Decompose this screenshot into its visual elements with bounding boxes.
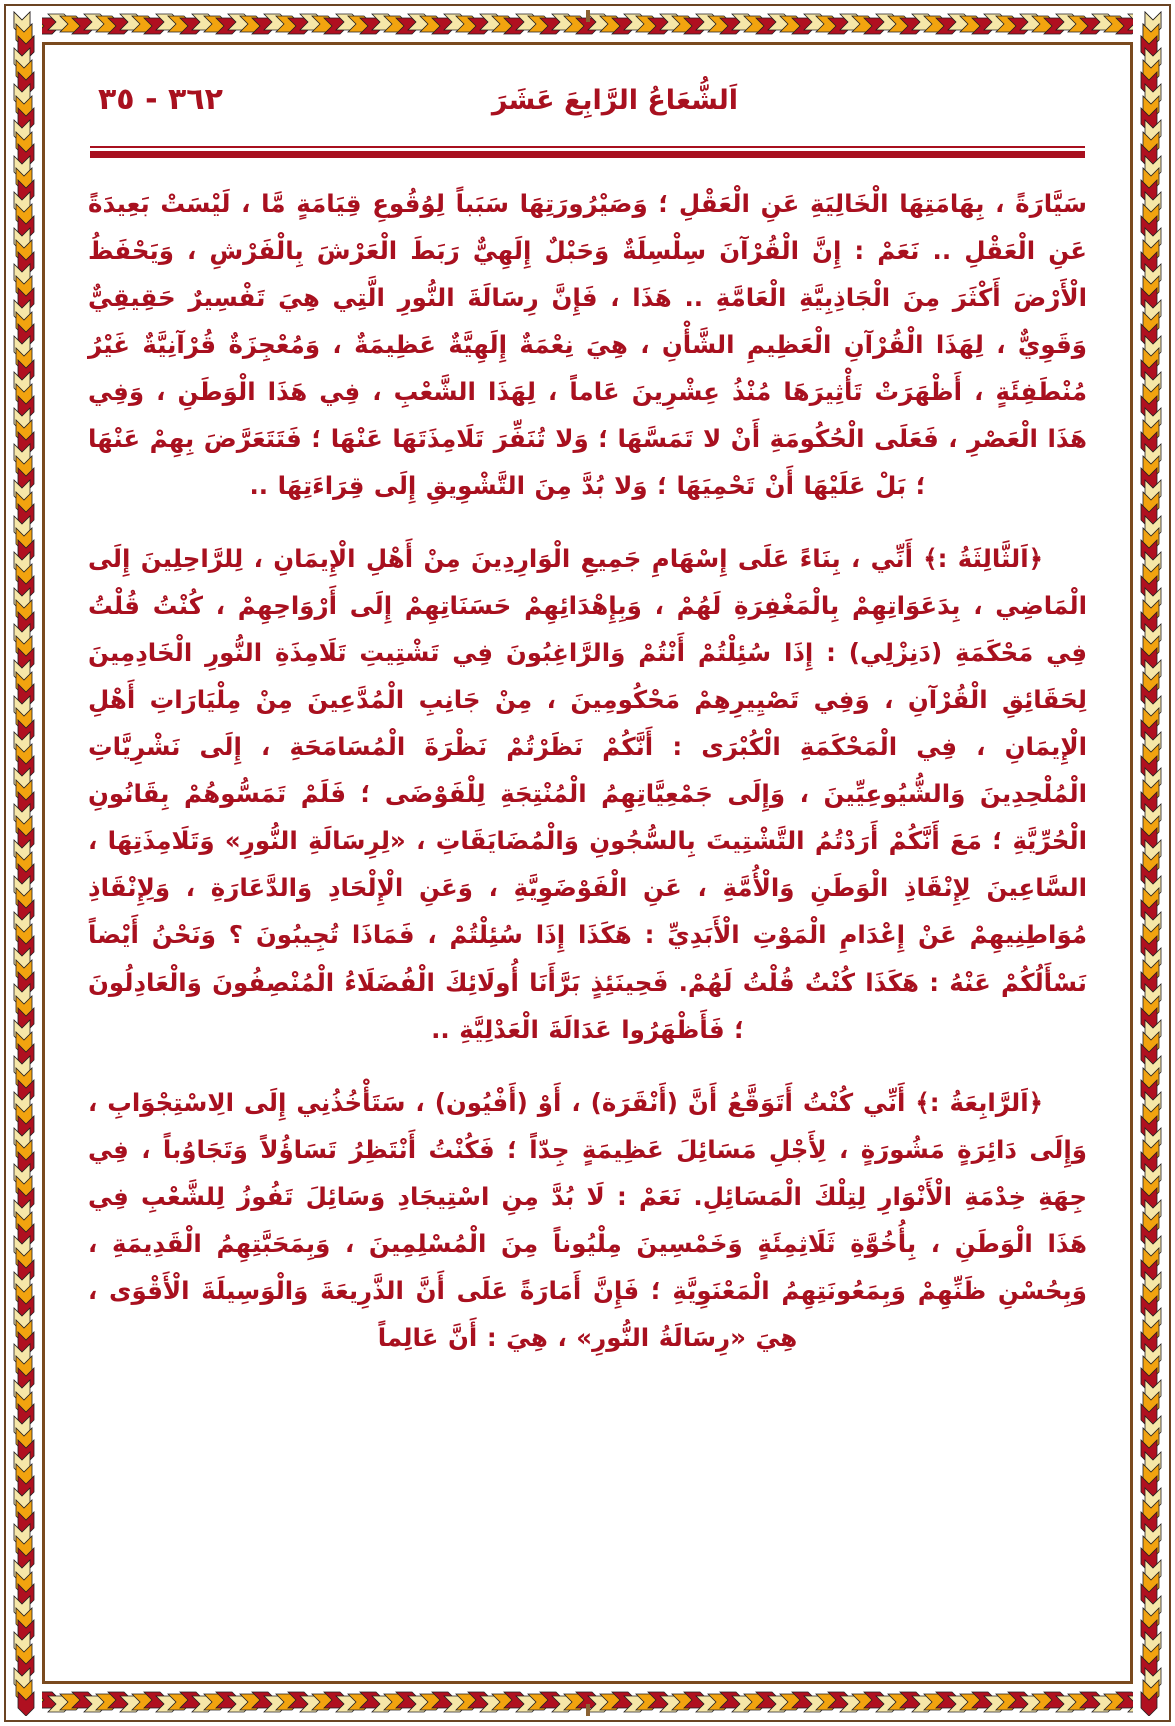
- body-text: [88, 180, 1087, 1361]
- binding-tick-bottom: [586, 1704, 590, 1716]
- header-divider: [90, 146, 1085, 158]
- page-title: اَلشُّعَاعُ الرَّابِعَ عَشَرَ: [491, 85, 739, 116]
- page-number: ٣٦٢ - ٣٥: [98, 82, 223, 117]
- page-content: [56, 56, 1119, 1670]
- braid-pattern-left-icon: [10, 10, 42, 1716]
- paragraph-thalitha: ﴿اَلثَّالِثَةُ :﴾ أَنِّي ، بِنَاءً عَلَى إِسْهَامِ جَمِيعِ الْوَارِدِينَ مِنْ أَهْلِ الْإِيمَانِ ، لِلرَّاحِلِينَ إِلَى الْمَاضِي ، بِدَعَوَاتِهِمْ بِالْمَغْفِرَةِ لَهُمْ ، وَبِإِهْدَائِهِمْ حَسَنَاتِهِمْ إِلَى أَرْوَاحِهِمْ ، كُنْتُ قُلْتُ فِي مَحْكَمَةِ (دَنِزْلِي) : إِذَا سُئِلْتُمْ أَنْتُمْ وَالرَّاغِبُونَ فِي تَشْتِيتِ تَلَامِذَةِ النُّورِ الْخَادِمِينَ لِحَقَائِقِ الْقُرْآنِ ، وَفِي تَصْيِيرِهِمْ مَحْكُومِينَ ، مِنْ جَانِبِ الْمُدَّعِينَ مِنْ مِلْيَارَاتِ أَهْلِ الْإِيمَانِ ، فِي الْمَحْكَمَةِ الْكُبْرَى : أَنَّكُمْ نَظَرْتُمْ نَظْرَةَ الْمُسَامَحَةِ ، إِلَى نَشْرِيَّاتِ الْمُلْحِدِينَ وَالشُّيُوعِيِّينَ ، وَإِلَى جَمْعِيَّاتِهِمُ الْمُنْتِجَةِ لِلْفَوْضَى ؛ فَلَمْ تَمَسُّوهُمْ بِقَانُونِ الْحُرِّيَّةِ ؛ مَعَ أَنَّكُمْ أَرَدْتُمُ التَّشْتِيتَ بِالسُّجُونِ وَالْمُضَايَقَاتِ ، «لِرِسَالَةِ النُّورِ» وَتَلَامِذَتِهَا ، السَّاعِينَ لِإِنْقَاذِ الْوَطَنِ وَالْأُمَّةِ ، عَنِ الْفَوْضَوِيَّةِ ، وَعَنِ الْإِلْحَادِ وَالدَّعَارَةِ ، وَلِإِنْقَاذِ مُوَاطِنِيهِمْ عَنْ إِعْدَامِ الْمَوْتِ الْأَبَدِيِّ : هَكَذَا إِذَا سُئِلْتُمْ ، فَمَاذَا تُجِيبُونَ ؟ وَنَحْنُ أَيْضاً نَسْأَلُكُمْ عَنْهُ : هَكَذَا كُنْتُ قُلْتُ لَهُمْ. فَحِينَئِذٍ بَرَّأَنَا أُولَائِكَ الْفُضَلَاءُ الْمُنْصِفُونَ وَالْعَادِلُونَ ؛ فَأَظْهَرُوا عَدَالَةَ الْعَدْلِيَّةِ ..: [88, 544, 1087, 1044]
- paragraph-continuation: سَيَّارَةً ، بِهَامَتِهَا الْخَالِيَةِ عَنِ الْعَقْلِ ؛ وَصَيْرُورَتِهَا سَبَباً لِوُقُوعِ قِيَامَةٍ مَّا ، لَيْسَتْ بَعِيدَةً عَنِ الْعَقْلِ .. نَعَمْ : إِنَّ الْقُرْآنَ سِلْسِلَةٌ وَحَبْلٌ إِلَهِيٌّ رَبَطَ الْعَرْشَ بِالْفَرْشِ ، وَيَحْفَظُ الْأَرْضَ أَكْثَرَ مِنَ الْجَاذِبِيَّةِ الْعَامَّةِ .. هَذَا ، فَإِنَّ رِسَالَةَ النُّورِ الَّتِي هِيَ تَفْسِيرٌ حَقِيقِيٌّ وَقَوِيٌّ ، لِهَذَا الْقُرْآنِ الْعَظِيمِ الشَّأْنِ ، هِيَ نِعْمَةٌ إِلَهِيَّةٌ عَظِيمَةٌ ، وَمُعْجِزَةٌ قُرْآنِيَّةٌ غَيْرُ مُنْطَفِئَةٍ ، أَظْهَرَتْ تَأْثِيرَهَا مُنْذُ عِشْرِينَ عَاماً ، لِهَذَا الشَّعْبِ ، فِي هَذَا الْوَطَنِ ، وَفِي هَذَا الْعَصْرِ ، فَعَلَى الْحُكُومَةِ أَنْ لا تَمَسَّهَا ؛ وَلا تُنَفِّرَ تَلَامِذَتَهَا عَنْهَا ؛ فَتَتَعَرَّضَ بِهِمْ عَنْهَا ؛ بَلْ عَلَيْهَا أَنْ تَحْمِيَهَا ؛ وَلا بُدَّ مِنَ التَّشْوِيقِ إِلَى قِرَاءَتِهَا ..: [88, 189, 1087, 501]
- binding-tick-top: [586, 10, 590, 22]
- paragraph-rabia: ﴿اَلرَّابِعَةُ :﴾ أَنِّي كُنْتُ أَتَوَقَّعُ أَنَّ (أَنْقَرَة) ، أَوْ (أَفْيُون) ، سَتَأْخُذُنِي إِلَى الِاسْتِجْوَابِ ، وَإِلَى دَائِرَةٍ مَشُورَةٍ ، لِأَجْلِ مَسَائِلَ عَظِيمَةٍ جِدّاً ؛ فَكُنْتُ أَنْتَظِرُ تَسَاؤُلاً وَتَجَاوُباً ، فِي جِهَةِ خِدْمَةِ الْأَنْوَارِ لِتِلْكَ الْمَسَائِلِ. نَعَمْ : لَا بُدَّ مِنِ اسْتِيجَادِ وَسَائِلَ تَفُوزُ لِلشَّعْبِ فِي هَذَا الْوَطَنِ ، بِأُخُوَّةِ ثَلَاثِمِئَةٍ وَخَمْسِينَ مِلْيُوناً مِنَ الْمُسْلِمِينَ ، وَبِمَحَبَّتِهِمُ الْقَدِيمَةِ ، وَبِحُسْنِ ظَنِّهِمْ وَبِمَعُونَتِهِمُ الْمَعْنَوِيَّةِ ؛ فَإِنَّ أَمَارَةً عَلَى أَنَّ الذَّرِيعَةَ وَالْوَسِيلَةَ الْأَقْوَى ، هِيَ «رِسَالَةُ النُّورِ» ، هِيَ : أَنَّ عَالِماً: [88, 1087, 1087, 1352]
- braid-pattern-right-icon: [1133, 10, 1165, 1716]
- page-header: [88, 82, 1087, 140]
- divider-thick-rule: [90, 151, 1085, 158]
